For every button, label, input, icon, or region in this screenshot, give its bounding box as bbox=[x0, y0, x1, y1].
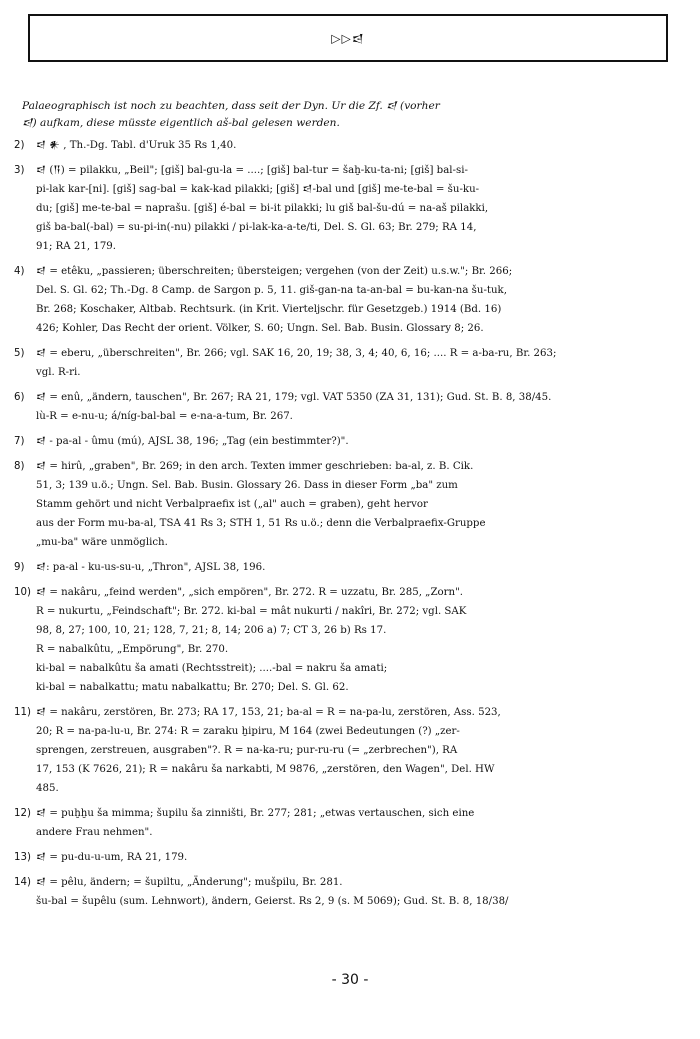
entry-line: 𒁀 = puḫḫu ša mimma; šupilu ša zinništi, Br. 277; 281; „etwas vertauschen, sich eine bbox=[36, 808, 475, 819]
entry-item bbox=[14, 457, 684, 552]
entry-line: 20; R = na-pa-lu-u, Br. 274: R = zaraku ḫipiru, M 164 (zwei Bedeutungen (?) „zer- bbox=[36, 726, 460, 737]
entry-line: 𒁀 𒀭 , Th.-Dg. Tabl. d'Uruk 35 Rs 1,40. bbox=[36, 140, 237, 151]
entry-line: ki-bal = nabalkûtu ša amati (Rechtsstreit); ....-bal = nakru ša amati; bbox=[36, 663, 388, 674]
entry-body bbox=[36, 432, 684, 451]
entry-number: 2) bbox=[14, 140, 25, 151]
entry-body bbox=[36, 136, 684, 155]
entry-item bbox=[14, 432, 684, 451]
entry-line: „mu-ba" wäre unmöglich. bbox=[36, 537, 168, 548]
entry-item bbox=[14, 161, 684, 256]
entry-item bbox=[14, 583, 684, 697]
entry-number: 7) bbox=[14, 436, 25, 447]
entry-line: 𒁀 = etêku, „passieren; überschreiten; übersteigen; vergehen (von der Zeit) u.s.w."; Br. 266; bbox=[36, 266, 513, 277]
entry-number: 8) bbox=[14, 461, 25, 472]
entry-number: 10) bbox=[14, 587, 31, 598]
entry-item bbox=[14, 848, 684, 867]
entry-line: R = nabalkûtu, „Empörung", Br. 270. bbox=[36, 644, 229, 655]
entry-line: 𒁀 = hirû, „graben", Br. 269; in den arch. Texten immer geschrieben: ba-al, z. B. Cik. bbox=[36, 461, 474, 472]
entry-line: Del. S. Gl. 62; Th.-Dg. 8 Camp. de Sargon p. 5, 11. giš-gan-na ta-an-bal = bu-kan-na šu-tuk, bbox=[36, 285, 507, 296]
entry-line: pi-lak kar-[ni]. [giš] sag-bal = kak-kad pilakki; [giš] 𒁀-bal und [giš] me-te-bal = šu-ku- bbox=[36, 184, 480, 195]
entry-body bbox=[36, 344, 684, 382]
entry-line: 𒁀 (𒀀) = pilakku, „Beil"; [giš] bal-gu-la = ....; [giš] bal-tur = šaḫ-ku-ta-ni; [giš] bal-si- bbox=[36, 165, 468, 176]
entry-number: 14) bbox=[14, 877, 31, 888]
entry-line: 51, 3; 139 u.ö.; Ungn. Sel. Bab. Busin. Glossary 26. Dass in dieser Form „ba" zum bbox=[36, 480, 458, 491]
entry-number: 4) bbox=[14, 266, 25, 277]
entry-line: 𒁀 = pu-du-u-um, RA 21, 179. bbox=[36, 852, 188, 863]
entry-line: 426; Kohler, Das Recht der orient. Völker, S. 60; Ungn. Sel. Bab. Busin. Glossary 8; 26. bbox=[36, 323, 484, 334]
page-number: - 30 - bbox=[331, 972, 369, 988]
entry-body bbox=[36, 457, 684, 552]
entry-number: 13) bbox=[14, 852, 31, 863]
entry-line: šu-bal = šupêlu (sum. Lehnwort), ändern, Geierst. Rs 2, 9 (s. M 5069); Gud. St. B. 8, 18/38/ bbox=[36, 896, 509, 907]
entry-item bbox=[14, 388, 684, 426]
entry-line: Stamm gehört und nicht Verbalpraefix ist („al" auch = graben), geht hervor bbox=[36, 499, 428, 510]
intro-paragraph bbox=[22, 98, 682, 132]
entry-line: 𒁀 = pêlu, ändern; = šupiltu, „Änderung"; mušpilu, Br. 281. bbox=[36, 877, 343, 888]
entry-line: 𒁀 = nakâru, zerstören, Br. 273; RA 17, 153, 21; ba-al = R = na-pa-lu, zerstören, Ass. 523, bbox=[36, 707, 501, 718]
intro-line: 𒁀) aufkam, diese müsste eigentlich aš-bal gelesen werden. bbox=[22, 117, 340, 129]
entry-line: 𒁀 = enû, „ändern, tauschen", Br. 267; RA 21, 179; vgl. VAT 5350 (ZA 31, 131); Gud. St. B. 8, 38/45. bbox=[36, 392, 552, 403]
entry-item bbox=[14, 558, 684, 577]
entry-item bbox=[14, 262, 684, 338]
entry-item bbox=[14, 344, 684, 382]
entry-number: 6) bbox=[14, 392, 25, 403]
cuneiform-sign-heading: ▷▷𒁀 bbox=[331, 31, 365, 46]
entry-line: 𒁀 = nakâru, „feind werden", „sich empören", Br. 272. R = uzzatu, Br. 285, „Zorn". bbox=[36, 587, 464, 598]
entry-line: 485. bbox=[36, 783, 59, 794]
entry-item bbox=[14, 804, 684, 842]
entry-number: 3) bbox=[14, 165, 25, 176]
entry-line: 𒁀: pa-al - ku-us-su-u, „Thron", AJSL 38, 196. bbox=[36, 562, 266, 573]
entry-item bbox=[14, 703, 684, 798]
intro-line: Palaeographisch ist noch zu beachten, dass seit der Dyn. Ur die Zf. 𒁀 (vorher bbox=[22, 100, 440, 112]
entry-body bbox=[36, 388, 684, 426]
entry-line: aus der Form mu-ba-al, TSA 41 Rs 3; STH 1, 51 Rs u.ö.; denn die Verbalpraefix-Gruppe bbox=[36, 518, 486, 529]
entry-body bbox=[36, 262, 684, 338]
entry-body bbox=[36, 848, 684, 867]
entry-body bbox=[36, 161, 684, 256]
entry-line: giš ba-bal(-bal) = su-pi-in(-nu) pilakki / pi-lak-ka-a-te/ti, Del. S. Gl. 63; Br. 279; RA 14, bbox=[36, 222, 477, 233]
entry-body bbox=[36, 583, 684, 697]
entry-line: 𒁀 - pa-al - ûmu (mú), AJSL 38, 196; „Tag (ein bestimmter?)". bbox=[36, 436, 349, 447]
entry-item bbox=[14, 873, 684, 911]
entry-number: 5) bbox=[14, 348, 25, 359]
entry-item bbox=[14, 136, 684, 155]
entry-line: 91; RA 21, 179. bbox=[36, 241, 117, 252]
entry-body bbox=[36, 873, 684, 911]
entry-line: R = nukurtu, „Feindschaft"; Br. 272. ki-bal = mât nukurti / nakîri, Br. 272; vgl. SAK bbox=[36, 606, 467, 617]
entry-line: lù-R = e-nu-u; á/níg-bal-bal = e-na-a-tum, Br. 267. bbox=[36, 411, 293, 422]
entry-number: 12) bbox=[14, 808, 31, 819]
entry-line: vgl. R-ri. bbox=[36, 367, 81, 378]
entry-number: 11) bbox=[14, 707, 31, 718]
entry-number: 9) bbox=[14, 562, 25, 573]
entry-line: ki-bal = nabalkattu; matu nabalkattu; Br. 270; Del. S. Gl. 62. bbox=[36, 682, 349, 693]
entry-line: 17, 153 (K 7626, 21); R = nakâru ša narkabti, M 9876, „zerstören, den Wagen", Del. HW bbox=[36, 764, 495, 775]
entry-line: sprengen, zerstreuen, ausgraben"?. R = na-ka-ru; pur-ru-ru (= „zerbrechen"), RA bbox=[36, 745, 458, 756]
entry-line: Br. 268; Koschaker, Altbab. Rechtsurk. (in Krit. Vierteljschr. für Gesetzgeb.) 1914 (Bd. 16) bbox=[36, 304, 502, 315]
entry-body bbox=[36, 703, 684, 798]
entry-line: 𒁀 = eberu, „überschreiten", Br. 266; vgl. SAK 16, 20, 19; 38, 3, 4; 40, 6, 16; .... R = a-ba-ru, Br. 263; bbox=[36, 348, 557, 359]
entry-line: andere Frau nehmen". bbox=[36, 827, 153, 838]
entry-list bbox=[14, 136, 684, 917]
entry-line: du; [giš] me-te-bal = naprašu. [giš] é-bal = bi-it pilakki; lu giš bal-šu-dú = na-aš pilakki, bbox=[36, 203, 489, 214]
entry-body bbox=[36, 558, 684, 577]
entry-line: 98, 8, 27; 100, 10, 21; 128, 7, 21; 8, 14; 206 a) 7; CT 3, 26 b) Rs 17. bbox=[36, 625, 387, 636]
entry-body bbox=[36, 804, 684, 842]
header-frame bbox=[28, 14, 668, 62]
